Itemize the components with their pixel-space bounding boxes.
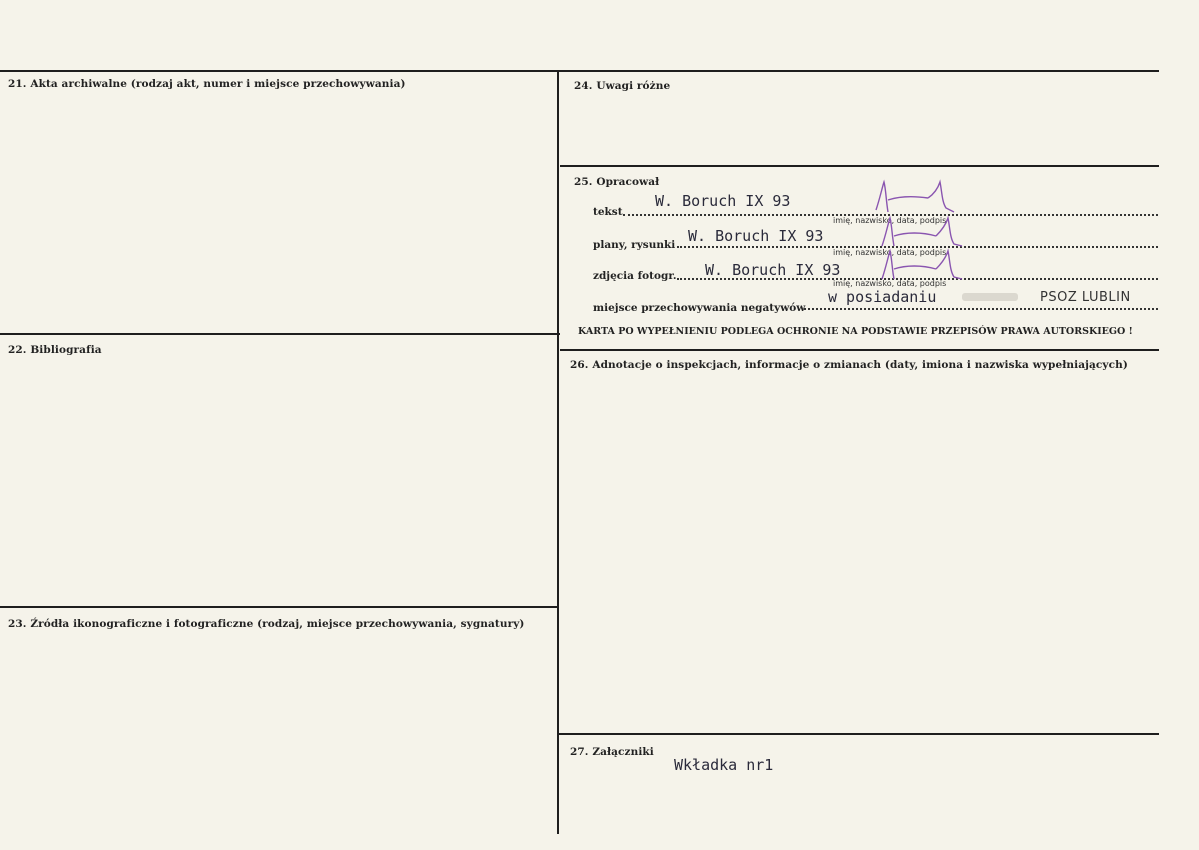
section-27-label: 27. Załączniki xyxy=(570,746,654,758)
tekst-value: W. Boruch IX 93 xyxy=(655,192,791,210)
section-23-label: 23. Źródła ikonograficzne i fotograficzne (rodzaj, miejsce przechowywania, sygnatury) xyxy=(8,618,525,630)
negatywy-handwritten: PSOZ LUBLIN xyxy=(1040,290,1131,305)
negatywy-dotted-line xyxy=(804,308,1158,310)
plany-caption: imię, nazwisko, data, podpis xyxy=(833,248,947,257)
rule-21-22 xyxy=(0,333,560,335)
erased-mark xyxy=(962,293,1018,301)
negatywy-label: miejsce przechowywania negatywów xyxy=(593,302,806,314)
center-divider xyxy=(557,70,559,834)
rule-25-26 xyxy=(560,349,1159,351)
plany-value: W. Boruch IX 93 xyxy=(688,227,824,245)
rule-26-27 xyxy=(558,733,1159,735)
section-26-label: 26. Adnotacje o inspekcjach, informacje o zmianach (daty, imiona i nazwiska wypełniających) xyxy=(570,359,1128,371)
negatywy-value: w posiadaniu xyxy=(828,288,937,306)
rule-24-25 xyxy=(560,165,1159,167)
zdjecia-label: zdjęcia fotogr. xyxy=(593,270,677,282)
plany-label: plany, rysunki xyxy=(593,239,676,251)
section-25-label: 25. Opracował xyxy=(574,176,660,188)
zdjecia-caption: imię, nazwisko, data, podpis xyxy=(833,279,947,288)
section-24-label: 24. Uwagi różne xyxy=(574,80,671,92)
signature-3 xyxy=(876,245,966,285)
tekst-caption: imię, nazwisko, data, podpis xyxy=(833,216,947,225)
zdjecia-value: W. Boruch IX 93 xyxy=(705,261,841,279)
tekst-label: tekst xyxy=(593,206,623,218)
section-22-label: 22. Bibliografia xyxy=(8,344,102,356)
copyright-notice: KARTA PO WYPEŁNIENIU PODLEGA OCHRONIE NA PODSTAWIE PRZEPISÓW PRAWA AUTORSKIEGO ! xyxy=(578,326,1133,337)
rule-22-23 xyxy=(0,606,558,608)
top-rule xyxy=(0,70,1159,72)
zalaczniki-value: Wkładka nr1 xyxy=(674,756,774,774)
section-21-label: 21. Akta archiwalne (rodzaj akt, numer i miejsce przechowywania) xyxy=(8,78,406,90)
